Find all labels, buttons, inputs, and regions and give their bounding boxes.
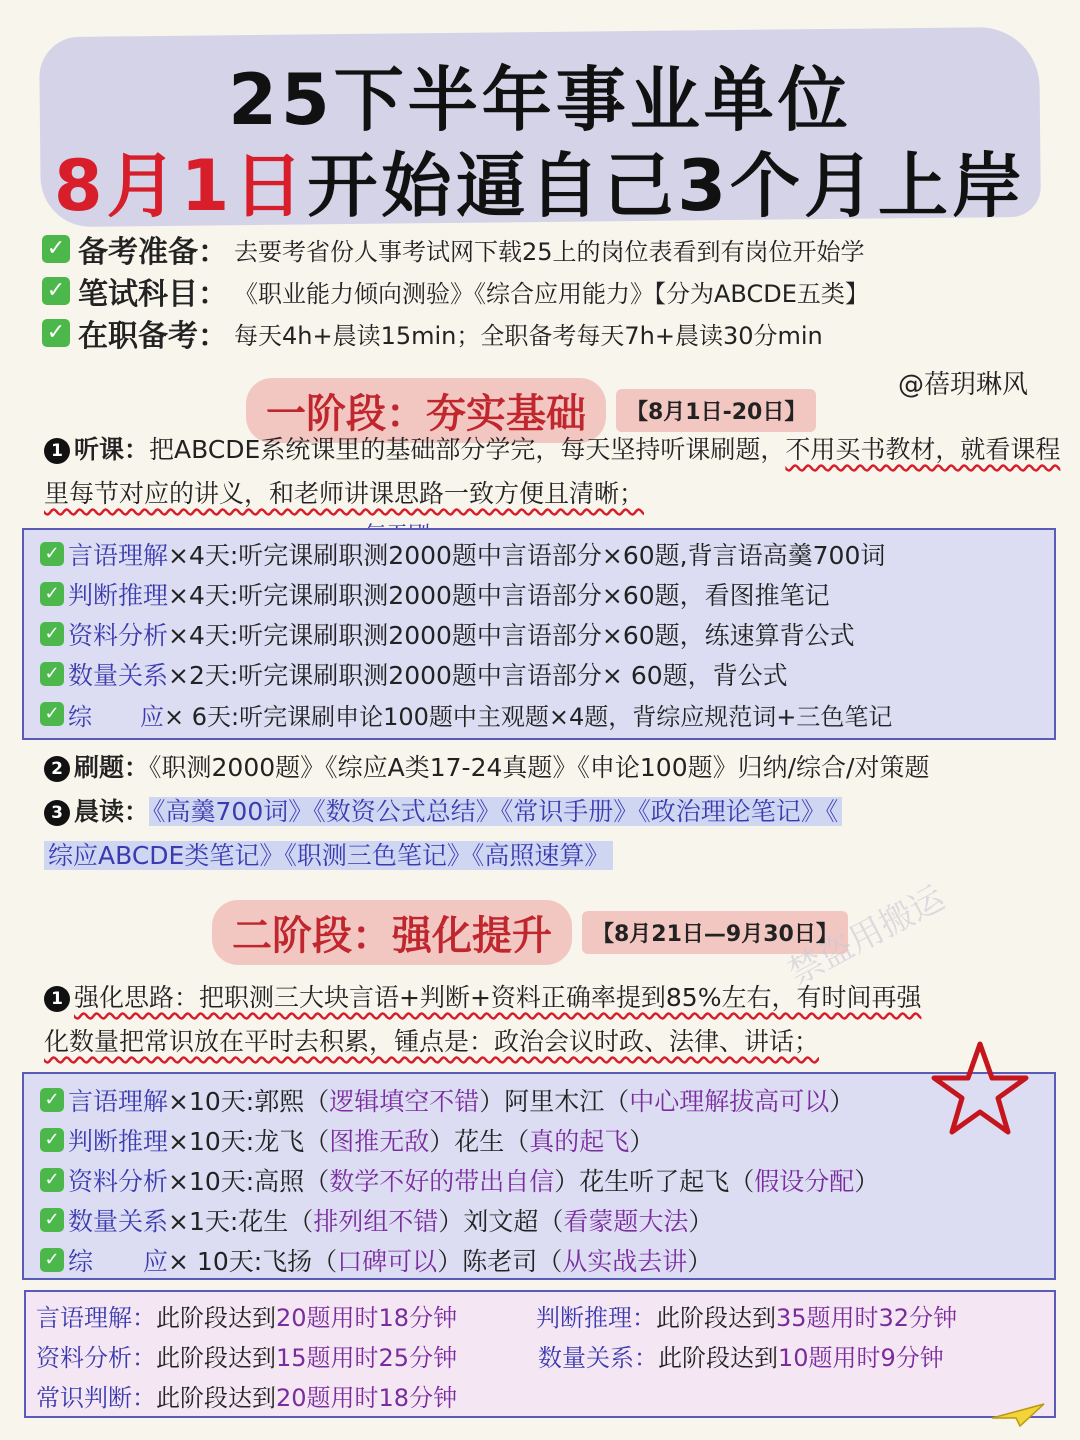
teacher: 龙飞（ — [254, 1127, 330, 1156]
stage1-title: 一阶段：夯实基础 — [246, 378, 606, 443]
teacher: 花生（ — [238, 1207, 314, 1236]
summary-target: 35题用时32分钟 — [776, 1304, 958, 1332]
plan-subject: 判断推理 — [68, 1127, 169, 1156]
teacher: 郭熙（ — [254, 1087, 330, 1116]
summary-key: 数量关系： — [538, 1344, 658, 1372]
stage1-plan-box — [22, 528, 1056, 740]
intro-value: 《职业能力倾向测验》《综合应用能力》【分为ABCDE五类】 — [234, 279, 869, 308]
stage1-date: 【8月1日-20日】 — [616, 389, 816, 432]
summary-item — [36, 1338, 457, 1373]
step-key: 晨读： — [74, 797, 150, 826]
plan-days: ×10天: — [168, 1167, 255, 1196]
teacher-note: 图推无敌 — [329, 1127, 430, 1156]
title-line1: 25下半年事业单位 — [228, 59, 852, 141]
number-3-icon: 3 — [44, 800, 70, 826]
summary-target: 15题用时25分钟 — [276, 1344, 458, 1372]
summary-target: 20题用时18分钟 — [276, 1384, 458, 1412]
title-line2-rest: 开始逼自己3个月上岸 — [307, 145, 1027, 227]
summary-item — [536, 1298, 957, 1333]
plan-days: ×10天: — [168, 1127, 255, 1156]
check-icon: ✓ — [40, 1128, 64, 1152]
intro-item — [42, 270, 1062, 312]
plan-days: ×4天: — [168, 621, 239, 650]
plan-subject: 言语理解 — [68, 1087, 169, 1116]
plan-days: ×10天: — [168, 1087, 255, 1116]
teacher-note: 逻辑填空不错 — [329, 1087, 480, 1116]
summary-key: 常识判断： — [36, 1384, 156, 1412]
plan-days: × 6天: — [164, 702, 240, 731]
summary-target: 10题用时9分钟 — [778, 1344, 944, 1372]
teacher-row — [40, 1240, 1054, 1280]
title-date: 8月1日 — [53, 145, 308, 227]
teacher-note: 真的起飞 — [529, 1127, 630, 1156]
morning-reading-list-cont: 综应ABCDE类笔记》《职测三色笔记》《高照速算》 — [44, 841, 613, 870]
check-icon: ✓ — [42, 277, 70, 305]
summary-item — [36, 1378, 457, 1413]
plan-subject: 判断推理 — [68, 581, 169, 610]
teacher: 飞扬（ — [262, 1247, 338, 1276]
teacher-row — [40, 1160, 1054, 1200]
plan-subject: 资料分析 — [68, 621, 169, 650]
target-summary-box — [24, 1290, 1056, 1418]
stage2-plan-box — [22, 1072, 1056, 1280]
plan-subject: 数量关系 — [68, 1207, 169, 1236]
check-icon: ✓ — [40, 1168, 64, 1192]
intro-item — [42, 228, 1062, 270]
teacher: ）花生（ — [429, 1127, 530, 1156]
copyright-watermark: 禁盗用搬运 — [782, 878, 952, 994]
intro-list — [42, 228, 1062, 354]
plan-subject: 资料分析 — [68, 1167, 169, 1196]
intro-value: 去要考省份人事考试网下载25上的岗位表看到有岗位开始学 — [234, 237, 865, 266]
teacher-note: 口碑可以 — [337, 1247, 438, 1276]
plan-subject: 综 应 — [68, 1247, 169, 1276]
check-icon: ✓ — [42, 235, 70, 263]
plan-text: 听完课刷职测2000题中言语部分×60题，看图推笔记 — [238, 581, 830, 610]
step-text: 把ABCDE系统课里的基础部分学完，每天坚持听课刷题， — [149, 435, 786, 464]
paren: ） — [629, 1127, 655, 1156]
check-icon: ✓ — [42, 319, 70, 347]
stage1-step3 — [44, 790, 1064, 878]
teacher-note: 排列组不错 — [313, 1207, 439, 1236]
number-1-icon: 1 — [44, 986, 70, 1012]
teacher-row — [40, 1120, 1054, 1160]
title-line2 — [0, 130, 1080, 231]
plan-days: × 10天: — [168, 1247, 263, 1276]
author-watermark: @蓓玥琳风 — [898, 370, 1029, 400]
summary-text: 此阶段达到 — [656, 1304, 776, 1332]
check-icon: ✓ — [40, 622, 64, 646]
intro-item — [42, 312, 1062, 354]
check-icon: ✓ — [40, 702, 64, 726]
stage2-title: 二阶段：强化提升 — [212, 900, 572, 965]
star-doodle-icon — [930, 1038, 1030, 1138]
plan-days: ×1天: — [168, 1207, 239, 1236]
intro-key: 备考准备： — [78, 235, 228, 270]
intro-value: 每天4h+晨读15min；全职备考每天7h+晨读30分min — [234, 321, 823, 350]
stage2-heading — [212, 900, 848, 965]
step-key: 刷题： — [74, 753, 150, 782]
step-key: 听课： — [74, 435, 150, 464]
paper-plane-icon — [990, 1400, 1050, 1430]
step-text: 《职测2000题》《综应A类17-24真题》《申论100题》归纳/综合/对策题 — [149, 753, 930, 782]
check-icon: ✓ — [40, 1208, 64, 1232]
summary-target: 20题用时18分钟 — [276, 1304, 458, 1332]
teacher: 高照（ — [254, 1167, 330, 1196]
summary-text: 此阶段达到 — [156, 1304, 276, 1332]
summary-key: 判断推理： — [536, 1304, 656, 1332]
summary-key: 资料分析： — [36, 1344, 156, 1372]
check-icon: ✓ — [40, 662, 64, 686]
check-icon: ✓ — [40, 1088, 64, 1112]
plan-subject: 综 应 — [68, 702, 164, 731]
plan-days: ×2天: — [168, 661, 239, 690]
teacher: ）花生听了起飞（ — [554, 1167, 755, 1196]
summary-item — [538, 1338, 944, 1373]
check-icon: ✓ — [40, 542, 64, 566]
teacher: ）刘文超（ — [438, 1207, 564, 1236]
teacher: ）陈老司（ — [437, 1247, 563, 1276]
summary-text: 此阶段达到 — [156, 1344, 276, 1372]
morning-reading-list: 《高羹700词》《数资公式总结》《常识手册》《政治理论笔记》《 — [149, 797, 842, 826]
plan-text: 听完课刷申论100题中主观题×4题，背综应规范词+三色笔记 — [239, 702, 893, 731]
plan-subject: 言语理解 — [68, 541, 169, 570]
summary-item — [36, 1298, 457, 1333]
paren: ） — [854, 1167, 880, 1196]
teacher-note: 假设分配 — [754, 1167, 855, 1196]
paren: ） — [688, 1207, 714, 1236]
step-text-underlined-cont: 化数量把常识放在平时去积累，锺点是：政治会议时政、法律、讲话； — [44, 1027, 820, 1056]
teacher-note: 看蒙题大法 — [563, 1207, 689, 1236]
paren: ） — [687, 1247, 713, 1276]
step-text-underlined: 强化思路：把职测三大块言语+判断+资料正确率提到85%左右，有时间再强 — [74, 983, 922, 1012]
intro-key: 笔试科目： — [78, 277, 228, 312]
teacher: ）阿里木江（ — [479, 1087, 630, 1116]
stage2-date: 【8月21日—9月30日】 — [582, 911, 848, 954]
intro-key: 在职备考： — [78, 319, 228, 354]
stage1-step1 — [44, 428, 1064, 516]
plan-row — [40, 534, 1054, 574]
plan-subject: 数量关系 — [68, 661, 169, 690]
summary-text: 此阶段达到 — [658, 1344, 778, 1372]
teacher-row — [40, 1200, 1054, 1240]
teacher-note: 数学不好的带出自信 — [329, 1167, 555, 1196]
summary-key: 言语理解： — [36, 1304, 156, 1332]
title-block — [0, 22, 1080, 227]
teacher-note: 从实战去讲 — [562, 1247, 688, 1276]
plan-row — [40, 574, 1054, 614]
plan-text: 听完课刷职测2000题中言语部分×60题,背言语高羹700词 — [238, 541, 886, 570]
number-1-icon: 1 — [44, 438, 70, 464]
stage1-step2 — [44, 746, 1064, 790]
summary-text: 此阶段达到 — [156, 1384, 276, 1412]
plan-row — [40, 654, 1054, 694]
plan-days: ×4天: — [168, 541, 239, 570]
check-icon: ✓ — [40, 582, 64, 606]
paren: ） — [829, 1087, 855, 1116]
plan-text: 听完课刷职测2000题中言语部分× 60题，背公式 — [238, 661, 788, 690]
plan-row — [40, 694, 1054, 734]
number-2-icon: 2 — [44, 756, 70, 782]
step-text-underlined: 不用买书教材，就看课程里每节对应的讲义，和老师讲课思路一致方便且清晰； — [44, 435, 1061, 508]
plan-days: ×4天: — [168, 581, 239, 610]
teacher-row — [40, 1080, 1054, 1120]
teacher-note: 中心理解拔高可以 — [629, 1087, 830, 1116]
stage2-step1 — [44, 976, 1064, 1064]
check-icon: ✓ — [40, 1248, 64, 1272]
plan-text: 听完课刷职测2000题中言语部分×60题，练速算背公式 — [238, 621, 855, 650]
plan-row — [40, 614, 1054, 654]
